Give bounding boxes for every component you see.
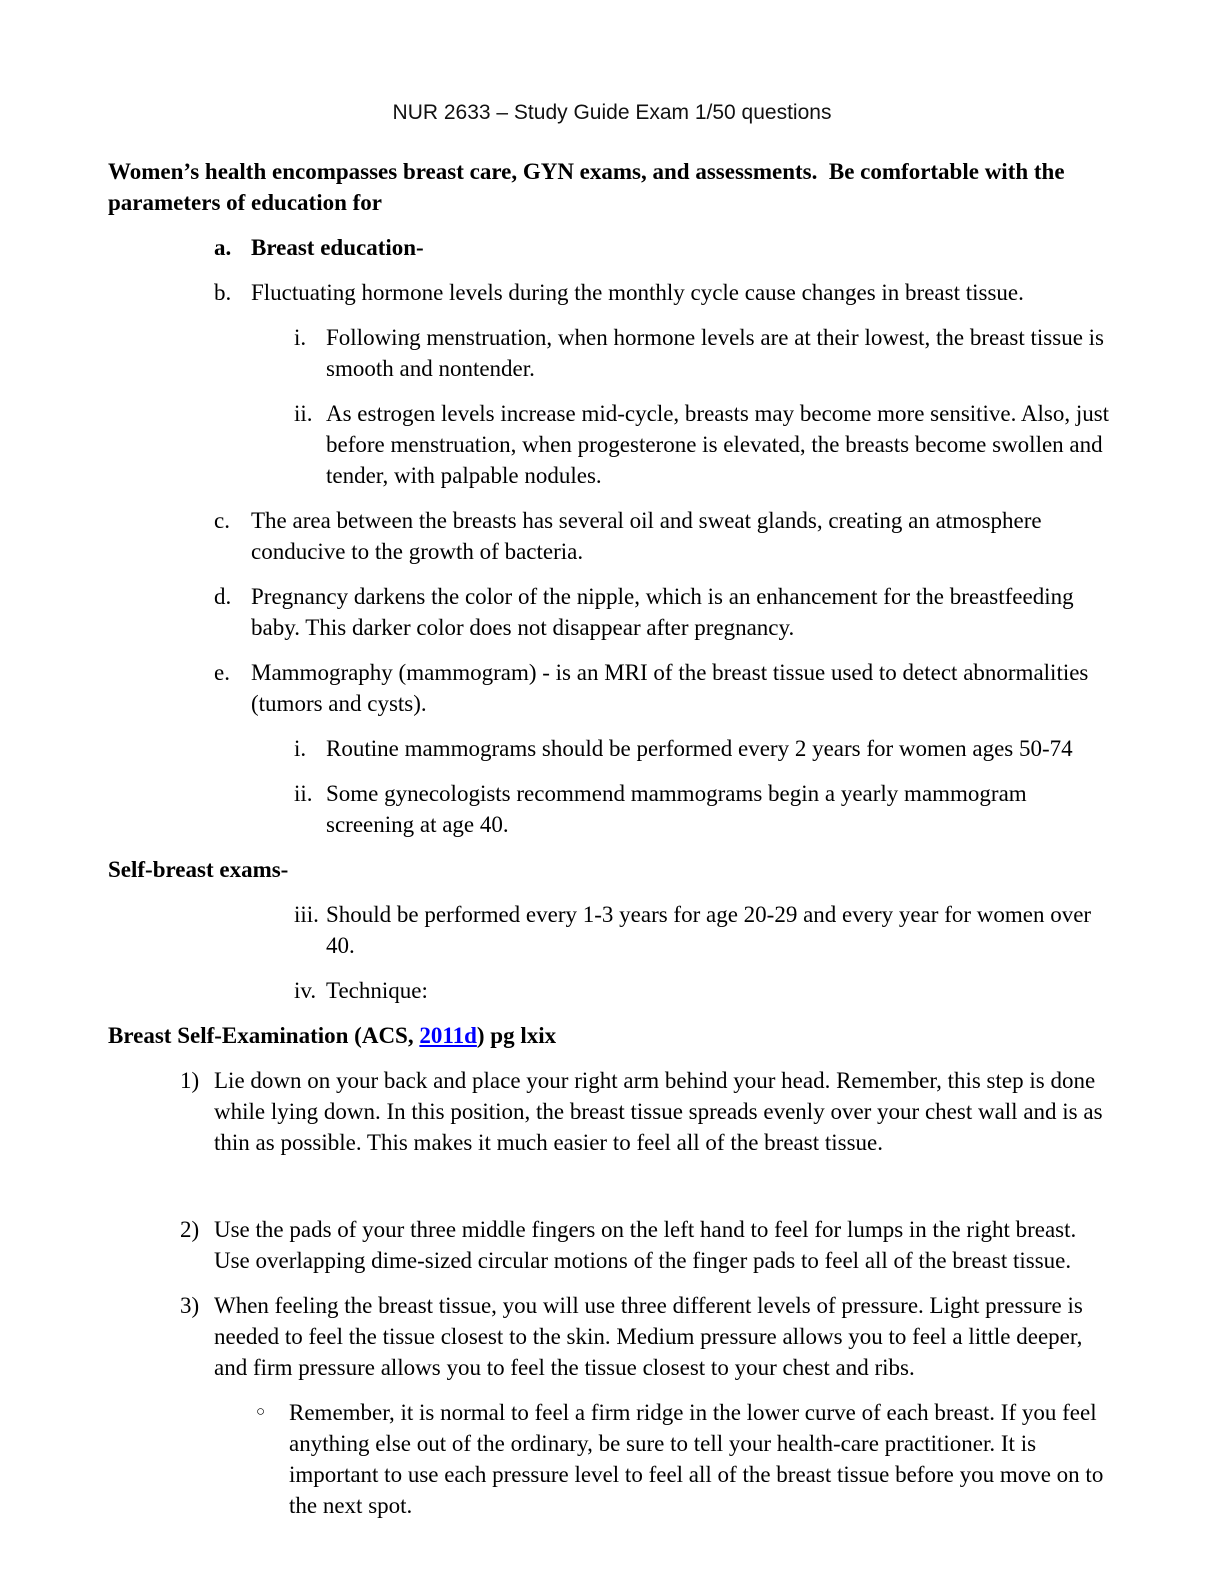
list-item-d (108, 581, 1116, 643)
circle-bullet-icon: ○ (256, 1404, 266, 1420)
list-item-i (108, 322, 1116, 384)
list-item-i-mammogram (108, 733, 1116, 764)
empty-paragraph-spacer (108, 1172, 1116, 1214)
list-marker: ii. (294, 401, 313, 426)
list-item-text: Mammography (mammogram) - is an MRI of the breast tissue used to detect abnormalities (tumors and cysts). (251, 660, 1089, 716)
note-item (108, 1397, 1116, 1521)
step-text: Lie down on your back and place your right arm behind your head. Remember, this step is done while lying down. In this position, the breast tissue spreads evenly over your chest wall and is as thin as possible. This makes it much easier to feel all of the breast tissue. (214, 1068, 1103, 1155)
list-item-iv-technique (108, 975, 1116, 1006)
citation-link-2011d[interactable]: 2011d (419, 1023, 477, 1048)
document-header: NUR 2633 – Study Guide Exam 1/50 questions (392, 101, 832, 124)
list-item-text: Fluctuating hormone levels during the monthly cycle cause changes in breast tissue. (251, 280, 1024, 305)
list-marker: i. (294, 736, 307, 761)
list-item-text: Following menstruation, when hormone levels are at their lowest, the breast tissue is smooth and nontender. (326, 325, 1105, 381)
list-marker: i. (294, 325, 307, 350)
step-item-1 (108, 1065, 1116, 1158)
step-item-2 (108, 1214, 1116, 1276)
list-marker: iv. (294, 978, 317, 1003)
note-text: Remember, it is normal to feel a firm ridge in the lower curve of each breast. If you feel anything else out of the ordinary, be sure to tell your health-care practitioner. It is important to use each pressure level to feel all of the breast tissue before you move on to the next spot. (289, 1400, 1104, 1518)
list-marker: b. (214, 280, 232, 305)
list-item-text: Breast education- (251, 235, 424, 260)
list-item-a (108, 232, 1116, 263)
list-marker: d. (214, 584, 232, 609)
heading-text-suffix: ) pg lxix (476, 1023, 557, 1048)
list-marker: 2) (180, 1217, 200, 1242)
list-item-b (108, 277, 1116, 308)
list-marker: a. (214, 235, 232, 260)
list-item-iii (108, 899, 1116, 961)
list-item-text: Technique: (326, 978, 428, 1003)
step-item-3 (108, 1290, 1116, 1383)
intro-paragraph: Women’s health encompasses breast care, GYN exams, and assessments. Be comfortable with the parameters of education for (108, 159, 1071, 215)
list-item-text: The area between the breasts has several oil and sweat glands, creating an atmosphere conducive to the growth of bacteria. (251, 508, 1042, 564)
list-marker: iii. (294, 902, 319, 927)
step-text: When feeling the breast tissue, you will use three different levels of pressure. Light pressure is needed to feel the tissue closest to the skin. Medium pressure allows you to feel a little deeper, and firm pressure allows you to feel the tissue closest to your chest and ribs. (214, 1293, 1083, 1380)
list-item-ii-mammogram (108, 778, 1116, 840)
heading-self-breast-exams: Self-breast exams- (108, 857, 289, 882)
list-item-ii (108, 398, 1116, 491)
list-marker: 1) (180, 1068, 200, 1093)
list-marker: 3) (180, 1293, 200, 1318)
list-item-text: Pregnancy darkens the color of the nipple, which is an enhancement for the breastfeeding baby. This darker color does not disappear after pregnancy. (251, 584, 1074, 640)
heading-text-prefix: Breast Self-Examination (ACS, (108, 1023, 420, 1048)
heading-breast-self-examination (108, 1020, 1116, 1051)
list-marker: ii. (294, 781, 313, 806)
step-text: Use the pads of your three middle fingers on the left hand to feel for lumps in the right breast. Use overlapping dime-sized circular motions of the finger pads to feel all of the breast tissue. (214, 1217, 1077, 1273)
list-item-text: Should be performed every 1-3 years for age 20-29 and every year for women over 40. (326, 902, 1092, 958)
list-item-text: Some gynecologists recommend mammograms begin a yearly mammogram screening at age 40. (326, 781, 1027, 837)
list-item-c (108, 505, 1116, 567)
list-item-text: As estrogen levels increase mid-cycle, breasts may become more sensitive. Also, just before menstruation, when progesterone is elevated, the breasts become swollen and tender, with palpable nodules. (326, 401, 1110, 488)
list-marker: c. (214, 508, 230, 533)
list-item-text: Routine mammograms should be performed every 2 years for women ages 50-74 (326, 736, 1073, 761)
list-marker: e. (214, 660, 230, 685)
list-item-e (108, 657, 1116, 719)
